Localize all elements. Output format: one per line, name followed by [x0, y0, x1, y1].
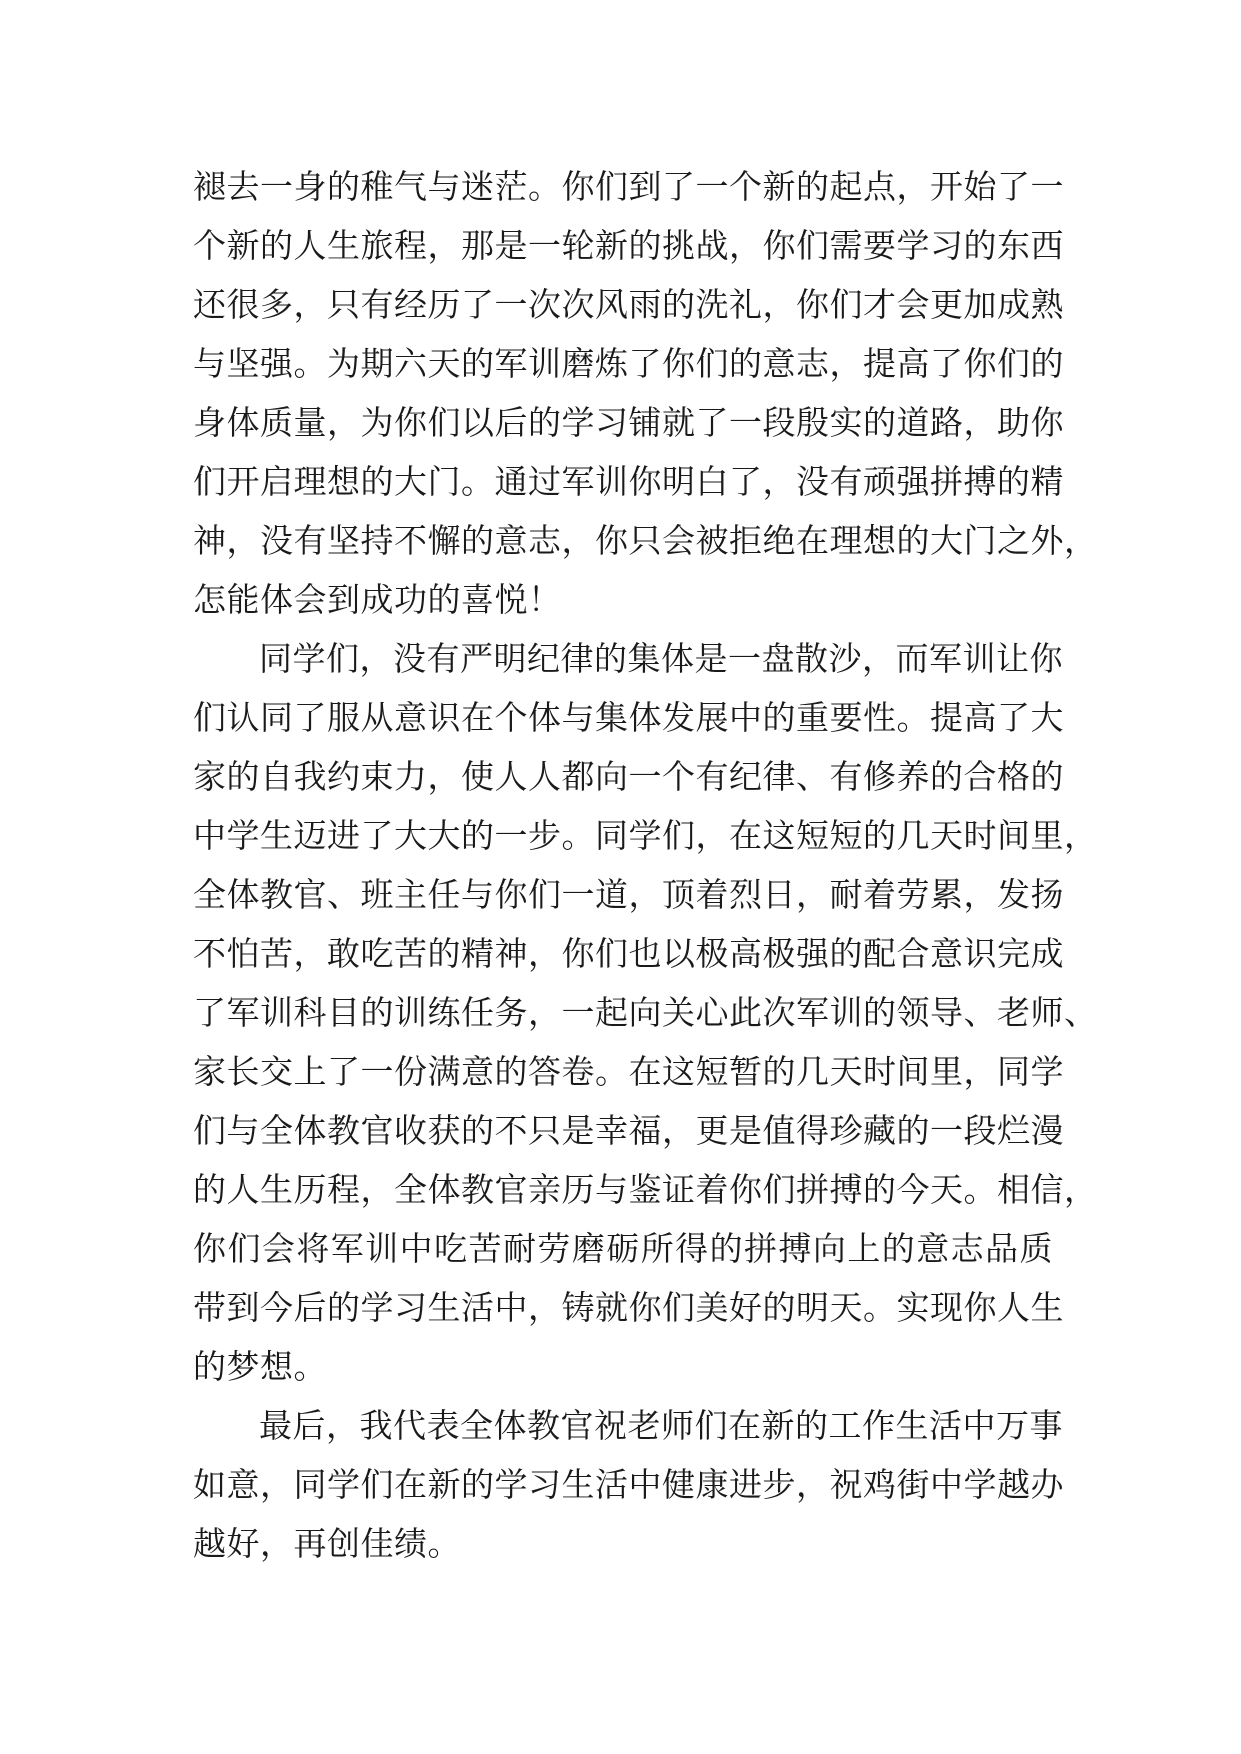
- document-body: [193, 157, 1098, 1573]
- text-line: 们认同了服从意识在个体与集体发展中的重要性。提高了大: [193, 698, 1064, 737]
- text-line: 不怕苦，敢吃苦的精神，你们也以极高极强的配合意识完成: [193, 934, 1064, 973]
- text-line: 全体教官、班主任与你们一道，顶着烈日，耐着劳累，发扬: [193, 875, 1064, 914]
- paragraph-1: [193, 157, 1098, 629]
- paragraph-3: [193, 1396, 1064, 1573]
- text-line: 越好，再创佳绩。: [193, 1524, 461, 1563]
- text-line: 中学生迈进了大大的一步。同学们，在这短短的几天时间里，: [193, 816, 1098, 855]
- text-line: 们开启理想的大门。通过军训你明白了，没有顽强拼搏的精: [193, 462, 1064, 501]
- text-line: 家长交上了一份满意的答卷。在这短暂的几天时间里，同学: [193, 1052, 1064, 1091]
- text-line: 同学们，没有严明纪律的集体是一盘散沙，而军训让你: [259, 639, 1063, 678]
- text-line: 还很多，只有经历了一次次风雨的洗礼，你们才会更加成熟: [193, 285, 1064, 324]
- text-line: 怎能体会到成功的喜悦！: [193, 580, 562, 619]
- text-line: 褪去一身的稚气与迷茫。你们到了一个新的起点，开始了一: [193, 167, 1064, 206]
- text-line: 们与全体教官收获的不只是幸福，更是值得珍藏的一段烂漫: [193, 1111, 1064, 1150]
- text-line: 身体质量，为你们以后的学习铺就了一段殷实的道路，助你: [193, 403, 1064, 442]
- text-line: 个新的人生旅程，那是一轮新的挑战，你们需要学习的东西: [193, 226, 1064, 265]
- text-line: 的梦想。: [193, 1347, 327, 1386]
- text-line: 带到今后的学习生活中，铸就你们美好的明天。实现你人生: [193, 1288, 1064, 1327]
- text-line: 了军训科目的训练任务，一起向关心此次军训的领导、老师、: [193, 993, 1098, 1032]
- text-line: 你们会将军训中吃苦耐劳磨砺所得的拼搏向上的意志品质: [193, 1229, 1053, 1268]
- text-line: 如意，同学们在新的学习生活中健康进步，祝鸡街中学越办: [193, 1465, 1064, 1504]
- text-line: 家的自我约束力，使人人都向一个有纪律、有修养的合格的: [193, 757, 1064, 796]
- paragraph-2: [193, 629, 1098, 1396]
- text-line: 与坚强。为期六天的军训磨炼了你们的意志，提高了你们的: [193, 344, 1064, 383]
- text-line: 的人生历程，全体教官亲历与鉴证着你们拼搏的今天。相信，: [193, 1170, 1098, 1209]
- text-line: 最后，我代表全体教官祝老师们在新的工作生活中万事: [259, 1406, 1063, 1445]
- text-line: 神，没有坚持不懈的意志，你只会被拒绝在理想的大门之外，: [193, 521, 1098, 560]
